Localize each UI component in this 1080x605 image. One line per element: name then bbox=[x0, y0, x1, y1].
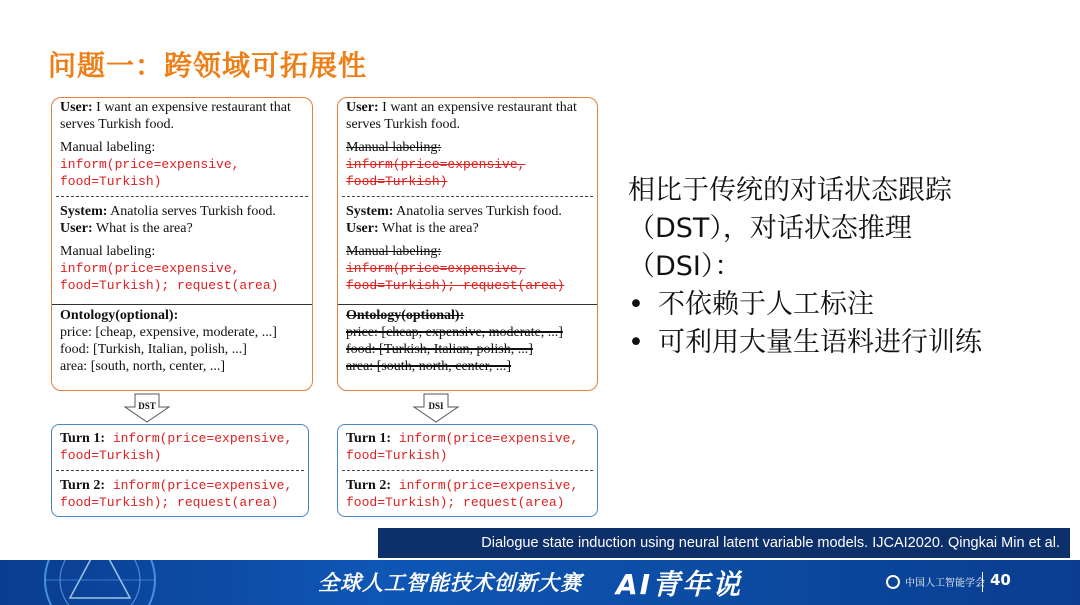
label-code: food=Turkish); request(area) bbox=[60, 278, 279, 293]
label-code: food=Turkish) bbox=[60, 174, 162, 189]
turn2-result bbox=[52, 477, 308, 511]
divider bbox=[338, 304, 597, 305]
system-label: System: bbox=[346, 204, 394, 219]
org-logo-icon bbox=[886, 575, 900, 589]
ontology-food: food: [Turkish, Italian, polish, ...] bbox=[60, 342, 247, 357]
dst-context-box bbox=[51, 97, 313, 391]
anniversary-badge: 40 bbox=[990, 571, 1011, 589]
footer-title: 全球人工智能技术创新大赛 bbox=[318, 571, 582, 595]
label-code: inform(price=expensive, bbox=[60, 261, 240, 276]
label-code: food=Turkish); request(area) bbox=[346, 278, 565, 293]
result-code: inform(price=expensive, bbox=[391, 478, 579, 493]
system-utterance: Anatolia serves Turkish food. bbox=[393, 204, 562, 219]
divider bbox=[982, 572, 983, 592]
user-label: User: bbox=[60, 221, 93, 236]
turn-label: Turn 1: bbox=[346, 431, 392, 446]
arrow-label: DSI bbox=[428, 401, 444, 411]
bullet-icon: • bbox=[628, 289, 644, 320]
bullet-text: 可利用大量生语料进行训练 bbox=[658, 327, 982, 358]
intro-line: 相比于传统的对话状态跟踪 bbox=[628, 175, 952, 206]
ontology-section bbox=[52, 307, 312, 375]
ontology-title: Ontology(optional): bbox=[346, 308, 465, 323]
dst-turn1-section bbox=[52, 98, 312, 190]
result-code: inform(price=expensive, bbox=[105, 478, 293, 493]
ontology-price: price: [cheap, expensive, moderate, ...] bbox=[60, 325, 277, 340]
dsi-turn1-section bbox=[338, 98, 597, 190]
label-code: inform(price=expensive, bbox=[346, 157, 526, 172]
bullet-item bbox=[628, 286, 982, 324]
citation-banner: Dialogue state induction using neural latent variable models. IJCAI2020. Qingkai Min et al. bbox=[378, 528, 1070, 558]
bullet-icon: • bbox=[628, 327, 644, 358]
intro-line: （DST），对话状态推理 bbox=[628, 213, 912, 244]
label-code: inform(price=expensive, bbox=[60, 157, 240, 172]
bullet-item bbox=[628, 324, 982, 362]
turn2-result bbox=[338, 477, 597, 511]
user-label: User: bbox=[346, 100, 379, 115]
divider bbox=[56, 196, 308, 197]
user-utterance: I want an expensive restaurant that serves Turkish food. bbox=[346, 100, 577, 132]
system-utterance: Anatolia serves Turkish food. bbox=[107, 204, 276, 219]
down-arrow-icon bbox=[412, 393, 460, 423]
down-arrow-icon bbox=[123, 393, 171, 423]
org-name bbox=[886, 574, 985, 589]
dst-result-box bbox=[51, 424, 309, 517]
user-utterance: What is the area? bbox=[378, 221, 479, 236]
dsi-context-box bbox=[337, 97, 598, 391]
divider bbox=[342, 470, 593, 471]
user-label: User: bbox=[346, 221, 379, 236]
divider bbox=[52, 304, 312, 305]
ontology-section bbox=[338, 307, 597, 375]
system-label: System: bbox=[60, 204, 108, 219]
org-name-text: 中国人工智能学会 bbox=[905, 578, 985, 589]
result-code: food=Turkish); request(area) bbox=[60, 495, 279, 510]
ontology-area: area: [south, north, center, ...] bbox=[346, 359, 512, 374]
divider bbox=[56, 470, 304, 471]
result-code: inform(price=expensive, bbox=[391, 431, 579, 446]
result-code: food=Turkish) bbox=[346, 448, 448, 463]
turn-label: Turn 2: bbox=[346, 478, 392, 493]
result-code: inform(price=expensive, bbox=[105, 431, 293, 446]
manual-labeling-label: Manual labeling: bbox=[346, 244, 442, 259]
ontology-food: food: [Turkish, Italian, polish, ...] bbox=[346, 342, 533, 357]
intro-line: （DSI）： bbox=[628, 251, 742, 282]
result-code: food=Turkish); request(area) bbox=[346, 495, 565, 510]
bullet-text: 不依赖于人工标注 bbox=[658, 289, 874, 320]
footer-banner bbox=[0, 560, 1080, 605]
dsi-result-box bbox=[337, 424, 598, 517]
manual-labeling-label: Manual labeling: bbox=[60, 244, 156, 259]
globe-decoration-icon bbox=[30, 560, 170, 605]
description-text bbox=[628, 172, 982, 362]
ontology-area: area: [south, north, center, ...] bbox=[60, 359, 226, 374]
slide-title: 问题一：跨领域可拓展性 bbox=[48, 49, 368, 82]
manual-labeling-label: Manual labeling: bbox=[60, 140, 156, 155]
arrow-label: DST bbox=[138, 401, 156, 411]
manual-labeling-label: Manual labeling: bbox=[346, 140, 442, 155]
turn-label: Turn 2: bbox=[60, 478, 106, 493]
turn-label: Turn 1: bbox=[60, 431, 106, 446]
user-utterance: I want an expensive restaurant that serves Turkish food. bbox=[60, 100, 291, 132]
result-code: food=Turkish) bbox=[60, 448, 162, 463]
user-utterance: What is the area? bbox=[92, 221, 193, 236]
turn1-result bbox=[52, 430, 308, 464]
dst-turn2-section bbox=[52, 203, 312, 294]
user-label: User: bbox=[60, 100, 93, 115]
label-code: inform(price=expensive, bbox=[346, 261, 526, 276]
dsi-turn2-section bbox=[338, 203, 597, 294]
footer-subtitle: AI青年说 bbox=[616, 568, 743, 601]
label-code: food=Turkish) bbox=[346, 174, 448, 189]
divider bbox=[342, 196, 593, 197]
ontology-price: price: [cheap, expensive, moderate, ...] bbox=[346, 325, 563, 340]
turn1-result bbox=[338, 430, 597, 464]
ontology-title: Ontology(optional): bbox=[60, 308, 179, 323]
